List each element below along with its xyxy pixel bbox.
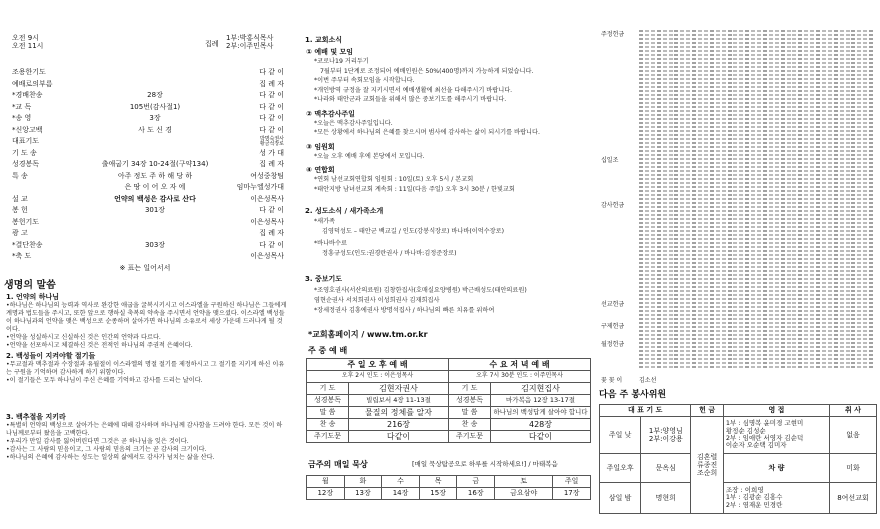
offering-name-column: [763, 30, 767, 370]
weekly-cell: 빌립보서 4장 11-13절: [349, 395, 449, 407]
order-label: 성경봉독: [12, 160, 40, 168]
order-row: [0, 126, 285, 138]
offering-name-column: [810, 30, 814, 370]
weekly-cell: 다같이: [491, 431, 591, 443]
news-item-line: *나라와 태안군과 교회들을 위해서 많은 중보기도를 해주시기 바랍니다.: [314, 96, 507, 103]
order-row: [0, 206, 285, 218]
order-label: 조용한기도: [12, 68, 46, 76]
daily-devotion-title: 금주의 매일 묵상: [308, 460, 368, 469]
weekly-cell: 말 씀: [449, 407, 491, 419]
offering-name-column: [674, 30, 678, 370]
news-item-head: ③ 임원회: [306, 142, 335, 151]
news-item-head: ④ 연합회: [306, 166, 335, 174]
chapter-cell: 16장: [457, 488, 495, 500]
order-row: [0, 149, 285, 161]
day-cell: 목: [419, 476, 457, 488]
offering-name-columns: [639, 30, 875, 370]
weekly-cell: 말 씀: [307, 407, 349, 419]
order-center: 사 도 신 경: [138, 125, 172, 134]
order-center: 아주 정도 주 하 해 당 하: [117, 171, 193, 180]
order-right: 이은성목사: [250, 252, 284, 260]
order-label: 대표기도: [12, 137, 40, 145]
daily-devotion-note: [매일 묵상탐공으로 하루를 시작하세요!] / 마태복음: [412, 460, 558, 468]
offering-name-column: [846, 30, 850, 370]
order-row: [0, 160, 285, 172]
servants-header-welcome: 영 접: [723, 405, 829, 417]
order-label: 예배로의부름: [12, 79, 53, 88]
order-row: [0, 103, 285, 115]
word-paragraph-1: •하나님은 하나님의 능력과 역사로 완강한 애굽을 굴복시키시고 이스라엘을 구원하신 하나님은 그들에게 계명과 법도들을 주시고, 또한 앞으로 행하실 축복의 약속을 주시면서 언약을 맺으셨다. 이스라엘 백성들이 하나님과의 언약을 맺은 백성으로 순종하며 살아가면 하나님의 소유로서 세상 가운데 드러나게 될 것이다. •언약을 성실하시고 신실하신 것은 인간의 언약과 다르다. •언약을 선포하시고 체결하신 것은 전적인 하나님의 주권적 은혜이다.: [6, 302, 287, 350]
offering-name-column: [657, 30, 661, 370]
new-family-head: *새가족: [314, 218, 336, 225]
offering-name-column: [716, 30, 720, 370]
weekly-cell: 성경봉독: [307, 395, 349, 407]
offering-name-column: [869, 30, 873, 370]
offering-label-5: 월정헌금: [601, 341, 625, 348]
offering-label-6: 꽃 꽂 이: [601, 377, 623, 384]
chapter-cell: 금요삼야: [495, 488, 553, 500]
offering-name-column: [769, 30, 773, 370]
order-right: 다 같 이: [259, 114, 284, 122]
weekly-cell: 하나님의 백성답게 살아야 합니다: [491, 407, 591, 419]
news-item-line: *개인방역 규정을 잘 지키시면서 예배생활에 최선을 다해주시기 바랍니다.: [314, 86, 513, 94]
news-item-line: *이번 주부터 속회모임을 시작합니다.: [314, 77, 415, 84]
servants-header-offering: 헌 금: [691, 405, 724, 417]
servants-row-prayer: 1부:양영님 2부:이강용: [641, 417, 691, 454]
worship-leaders: 1부:박홍식목사 2부:이주민목사: [226, 34, 274, 51]
news-section-2: 2. 성도소식 / 새가족소개: [305, 207, 384, 215]
order-row: [0, 91, 285, 103]
servants-welcome: 1부 : 심명복 윤미경 고현미 황정순 김성순 2부 : 임애란 서영자 김순덕 이순자 오순택 김미자: [723, 417, 829, 454]
chapter-cell: 17장: [553, 488, 591, 500]
order-right: 이은성목사: [250, 194, 284, 203]
offering-name-column: [863, 30, 867, 370]
offering-name-column: [739, 30, 743, 370]
order-right: 집 례 자: [259, 160, 284, 168]
weekly-cell: 찬 송: [307, 419, 349, 431]
offering-name-column: [710, 30, 714, 370]
order-label: *송 영: [12, 114, 32, 122]
order-row: [0, 80, 285, 92]
flower-name: 김소선: [639, 377, 657, 384]
weekly-cell: 물질의 정체를 알자: [349, 407, 449, 419]
order-center: 301장: [144, 206, 166, 214]
church-news-column: [300, 0, 595, 529]
prayer-line-2: 염현순권사 서치희권사 이성희권사 김재희집사: [314, 297, 440, 304]
order-center: 출애굽기 34장 10-24절(구약134): [101, 160, 209, 168]
chapter-cell: 15장: [419, 488, 457, 500]
order-label: 광 고: [12, 229, 28, 237]
offering-name-column: [834, 30, 838, 370]
servants-row-prayer: 명현희: [641, 483, 691, 514]
offering-name-column: [698, 30, 702, 370]
offering-name-column: [751, 30, 755, 370]
news-item-line: *태안지방 남녀선교회 계속회 : 11일(다음 주일) 오후 3시 30분 / 한빛교회: [314, 185, 515, 193]
servants-car: 조장 : 이희영 1부 : 김광순 김홍수 2부 : 염재운 민경란: [723, 483, 829, 514]
homepage-link[interactable]: *교회홈페이지 / www.tm.or.kr: [308, 330, 428, 339]
order-row: [0, 183, 285, 195]
day-cell: 수: [382, 476, 420, 488]
order-label: 특 송: [12, 171, 28, 180]
offering-name-column: [639, 30, 643, 370]
order-center: 언약의 백성은 감사로 산다: [114, 194, 196, 203]
offering-name-column: [728, 30, 732, 370]
news-item-line: 7월부터 1단계로 조정되어 예배인원은 50%(400명)까지 가능하게 되었습니다.: [320, 67, 534, 75]
weekly-cell: 성경봉독: [449, 395, 491, 407]
order-right: 다 같 이: [259, 206, 284, 214]
order-label: *신앙고백: [12, 125, 43, 134]
day-cell: 월: [307, 476, 345, 488]
servants-cook: 없음: [829, 417, 876, 454]
order-row: [0, 229, 285, 241]
order-right: 다 같 이: [259, 125, 284, 134]
servants-title: 다음 주 봉사위원: [599, 390, 667, 400]
order-right: 성 가 대: [259, 148, 284, 157]
order-label: *축 도: [12, 252, 32, 260]
order-row: [0, 252, 285, 264]
order-center: 은 땅 이 어 오 자 에: [124, 183, 186, 191]
order-row: [0, 241, 285, 253]
offering-name-column: [651, 30, 655, 370]
weekly-cell: 주기도문: [307, 431, 349, 443]
offering-label-3: 선교헌금: [601, 301, 625, 308]
news-item-head: ② 맥추감사주일: [306, 109, 355, 118]
offering-name-column: [645, 30, 649, 370]
word-section-1: 1. 언약의 하나님: [6, 293, 59, 301]
order-label: *경배찬송: [12, 91, 43, 99]
order-right: 다 같 이: [259, 240, 284, 249]
order-right: 여성중창팀: [250, 171, 284, 180]
order-center: 105번(감사절1): [129, 102, 181, 111]
wed-pm-header: 수 요 저 녁 예 배: [449, 359, 591, 371]
servants-cook: 미화: [829, 454, 876, 483]
order-right: 임마누엘성가대: [236, 183, 284, 191]
chapter-cell: 12장: [307, 488, 345, 500]
servants-header-prayer: 대 표 기 도: [600, 405, 691, 417]
chapter-cell: 13장: [344, 488, 382, 500]
day-cell: 화: [344, 476, 382, 488]
weekly-cell: 김지현집사: [491, 383, 591, 395]
order-note: ※ 표는 일어서서: [119, 264, 171, 272]
offering-name-column: [722, 30, 726, 370]
worship-times: 오전 9시 오전 11시: [12, 34, 44, 51]
word-title: 생명의 말씀: [4, 280, 56, 291]
offering-name-column: [692, 30, 696, 370]
weekly-worship-table: [306, 358, 591, 443]
offering-name-column: [816, 30, 820, 370]
offering-name-column: [663, 30, 667, 370]
order-right: 집 례 자: [259, 229, 284, 237]
order-row: [0, 195, 285, 207]
order-right: 다 같 이: [259, 102, 284, 111]
order-right: 박명숙권사 황금석장로: [259, 136, 284, 147]
word-section-3: 3. 백추절을 지키라: [6, 413, 66, 421]
servants-table: [599, 404, 877, 514]
order-center: 28장: [147, 91, 163, 99]
news-item-line: *모든 상황에서 하나님의 은혜를 찾으시며 범사에 감사하는 삶이 되시기를 바랍니다.: [314, 129, 540, 136]
order-row: [0, 137, 285, 149]
weekly-cell: 김현자권사: [349, 383, 449, 395]
offering-area: [599, 30, 877, 384]
barnabas-head: *바나바수료: [314, 240, 347, 247]
servants-row-prayer: 문옥심: [641, 454, 691, 483]
order-row: [0, 114, 285, 126]
day-cell: 주일: [553, 476, 591, 488]
car-label: 차 량: [723, 454, 829, 483]
order-center: 3장: [149, 114, 161, 122]
order-center: 303장: [144, 240, 166, 249]
weekly-cell: 마가복음 12장 13-17절: [491, 395, 591, 407]
servants-row-label: 주일오후: [600, 454, 641, 483]
sunday-pm-header: 주 일 오 후 예 배: [307, 359, 449, 371]
daily-devotion-table: [306, 475, 591, 500]
lead-label: 집례: [205, 40, 219, 48]
worship-order-column: [0, 0, 290, 529]
offering-name-column: [669, 30, 673, 370]
offering-name-column: [822, 30, 826, 370]
word-paragraph-3: •특별히 언약의 백성으로 살아가는 은혜에 대해 감사하며 하나님께 감사함을 드려야 한다. 모든 것이 하나님께로부터 왔음을 고백한다. •우리가 만일 감사를 잃어버린다면 그것은 곧 하나님을 잊은 것이다. •감사는 그 사람의 믿음이고, 그 사람의 믿음의 크기는 곧 감사의 크기이다. •하나님의 은혜에 감사하는 성도는 일상의 삶에서도 감사가 넘치는 삶을 산다.: [6, 422, 283, 462]
order-label: 설 교: [12, 194, 28, 203]
offering-label-4: 구제헌금: [601, 323, 625, 330]
order-label: *교 독: [12, 102, 32, 111]
offering-name-column: [857, 30, 861, 370]
offering-name-column: [828, 30, 832, 370]
weekly-cell: 428장: [491, 419, 591, 431]
weekly-worship-title: 주 중 예 배: [308, 346, 348, 355]
word-paragraph-2: •무교절과 맥추절과 수장절과 유월절이 이스라엘의 명절 절기를 제정하시고 그 절기를 지키게 하신 이유는 구원을 기억하며 감사하게 하기 위함이다. •이 절기들은 모두 하나님이 주신 은혜를 기억하고 감사를 드리는 날이다.: [6, 361, 285, 385]
servants-offering: 김혼렬 류종진 조순희: [691, 417, 724, 514]
offering-name-column: [686, 30, 690, 370]
weekly-cell: 찬 송: [449, 419, 491, 431]
prayer-line-3: *장세정권사 김흥에권사 방명석집사 / 하나님의 빠른 치유를 위하여: [314, 307, 495, 314]
order-right: 다 같 이: [259, 91, 284, 99]
offering-label-2: 감사헌금: [601, 202, 625, 209]
chapter-cell: 14장: [382, 488, 420, 500]
order-right: 다 같 이: [259, 68, 284, 76]
order-label: 기 도 송: [12, 148, 37, 157]
order-label: *결단찬송: [12, 240, 43, 249]
servants-row-label: 삼일 밤: [600, 483, 641, 514]
offering-name-column: [704, 30, 708, 370]
day-cell: 토: [495, 476, 553, 488]
servants-row-label: 주일 낮: [600, 417, 641, 454]
offering-name-column: [851, 30, 855, 370]
servants-cook: 8여선교회: [829, 483, 876, 514]
offering-name-column: [757, 30, 761, 370]
weekly-cell: 기 도: [449, 383, 491, 395]
offering-name-column: [680, 30, 684, 370]
news-section-3: 3. 중보기도: [305, 275, 343, 283]
day-cell: 금: [457, 476, 495, 488]
news-item-line: *연회 남선교회연합회 임원회 : 10일(토) 오후 5시 / 본교회: [314, 176, 474, 183]
offering-name-column: [787, 30, 791, 370]
barnabas-line: 정흥규성도(인도:권경란권사 / 바나바:김정준장로): [322, 250, 457, 257]
offering-name-column: [775, 30, 779, 370]
offering-label-1: 십일조: [601, 157, 619, 164]
wed-pm-sub: 오후 7시 30분 인도 : 이주민목사: [449, 371, 591, 383]
servants-header-cook: 취 사: [829, 405, 876, 417]
weekly-cell: 기 도: [307, 383, 349, 395]
order-row: [0, 68, 285, 80]
order-label: 봉헌기도: [12, 217, 40, 226]
offering-name-column: [792, 30, 796, 370]
offering-name-column: [733, 30, 737, 370]
order-right: 이은성목사: [250, 217, 284, 226]
offering-name-column: [840, 30, 844, 370]
offering-name-column: [798, 30, 802, 370]
word-section-2: 2. 백성들이 지켜야할 절기들: [6, 352, 96, 360]
prayer-line-1: *조영호권사(서산의료원) 김창한집사(호매실요양병원) 박근배성도(태안의료원): [314, 287, 527, 294]
offering-label-0: 주정헌금: [601, 31, 625, 38]
news-item-line: *코로나19 거리두기: [314, 58, 369, 65]
new-family-line: 김영덕성도 – 태안군 백교길 / 인도(강봉식장로) 바나바(이억수장로): [322, 228, 505, 235]
news-section-1: 1. 교회소식: [305, 36, 343, 44]
sunday-pm-sub: 오후 2시 인도 : 이은성목사: [307, 371, 449, 383]
offering-name-column: [745, 30, 749, 370]
news-item-line: *오늘 오후 예배 후에 본당에서 모입니다.: [314, 152, 425, 160]
weekly-cell: 다같이: [349, 431, 449, 443]
offering-name-column: [781, 30, 785, 370]
offering-name-column: [804, 30, 808, 370]
news-item-head: ① 예배 및 모임: [306, 48, 354, 56]
news-item-line: *오늘은 맥추감사주일입니다.: [314, 119, 393, 127]
offering-column: [595, 0, 880, 529]
weekly-cell: 216장: [349, 419, 449, 431]
order-right: 집 례 자: [259, 79, 284, 88]
order-row: [0, 172, 285, 184]
order-row: [0, 218, 285, 230]
order-label: 봉 헌: [12, 206, 28, 214]
weekly-cell: 주기도문: [449, 431, 491, 443]
